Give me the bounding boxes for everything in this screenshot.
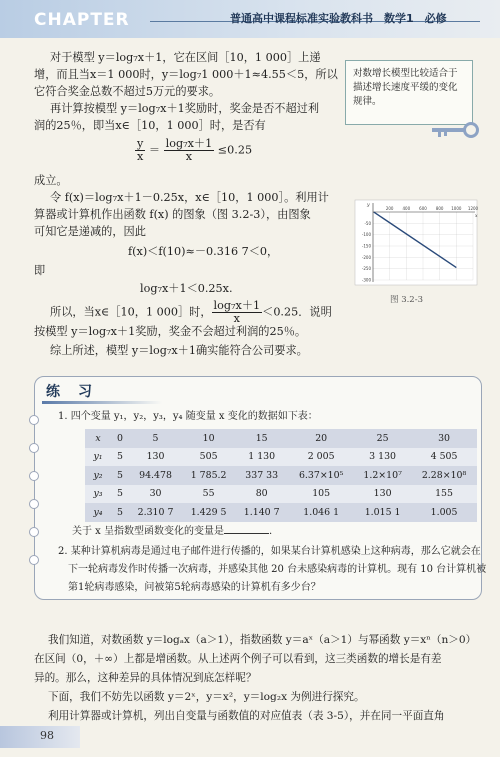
paragraph-line: 在区间（0，＋∞）上都是增函数。从上述两个例子可以看到，这三类函数的增长是有差 [34,653,442,665]
table-cell: 15 [235,429,288,448]
table-cell: 5 [111,466,129,485]
chapter-label: CHAPTER [34,10,130,30]
x-tick-label: 600 [419,206,427,211]
x-tick-label: 800 [435,206,444,211]
paragraph-line: 增，而且当x＝1 000时，y＝log₇1 000＋1≈4.55＜5，所以 [34,68,338,81]
table-cell: x [85,429,111,448]
y-tick-label: -250 [361,266,371,272]
table-cell: 30 [411,429,477,448]
exercise-question-1-tail: 关于 x 呈指数型函数变化的变量是 . [72,523,272,540]
table-cell: 130 [354,485,411,504]
table-cell: 105 [288,485,354,504]
table-cell: 80 [235,485,288,504]
table-cell: 10 [182,429,235,448]
table-cell: 5 [111,485,129,504]
table-cell: 5 [111,503,129,522]
table-row [85,485,477,504]
binder-ring [29,527,39,537]
paragraph-line: 它符合奖金总数不超过5万元的要求。 [34,85,221,98]
exercise-question-2-line: 第1轮病毒感染，问被第5轮病毒感染的计算机有多少台？ [68,582,321,593]
y-tick-label: -200 [361,254,371,260]
paragraph-line: 对于模型 y＝log₇x＋1，它在区间［10，1 000］上递 [50,51,321,64]
table-row [85,466,477,485]
table-cell: 30 [129,485,182,504]
x-tick-label: 400 [402,206,411,211]
table-cell: y₂ [85,466,111,485]
paragraph-line: 综上所述，模型 y＝log₇x＋1确实能符合公司要求。 [50,344,308,357]
x-axis-label: x [475,214,478,219]
table-cell: 6.37×10⁵ [288,466,354,485]
table-cell: 94.478 [129,466,182,485]
inequality-display: $\frac{y}{x}$ ＝ $\frac{\text{log₇x＋1}}{x}$ ≤0.25 [137,137,253,163]
paragraph-line: 令 f(x)＝log₇x＋1－0.25x，x∈［10，1 000］。利用计 [50,191,329,204]
table-cell: 55 [182,485,235,504]
function-graph [355,200,477,285]
figure-caption: 图 3.2-3 [390,295,423,305]
formula-line: log₇x＋1＜0.25x. [140,282,233,295]
table-cell: 1.005 [411,503,477,522]
table-cell: 1 785.2 [182,466,235,485]
y-tick-label: -300 [361,277,371,283]
table-cell: 505 [182,448,235,467]
paragraph-line: 可知它是递减的，因此 [34,225,146,238]
table-cell: 1.429 5 [182,503,235,522]
binder-ring [29,471,39,481]
y-tick-label: -50 [364,220,371,226]
table-cell: 337 33 [235,466,288,485]
book-title: 普通高中课程标准实验教科书 数学1 必修 [230,12,447,25]
exercise-title: 练 习 [46,384,94,400]
table-cell: 2.28×10⁸ [411,466,477,485]
paragraph-line: 即 [34,264,46,277]
table-cell: 5 [129,429,182,448]
paragraph-line: 按模型 y＝log₇x＋1奖励，奖金不会超过利润的25％。 [34,325,307,338]
y-axis-label: y [367,203,370,208]
table-row [85,429,477,448]
table-cell: 1 130 [235,448,288,467]
binder-ring [29,443,39,453]
table-cell: 25 [354,429,411,448]
table-cell: 1.015 1 [354,503,411,522]
table-cell: 5 [111,448,129,467]
binder-ring [29,415,39,425]
y-tick-label: -100 [361,232,371,238]
table-cell: 1.140 7 [235,503,288,522]
data-table [85,429,477,522]
binder-ring [29,499,39,509]
table-cell: y₁ [85,448,111,467]
table-cell: 155 [411,485,477,504]
table-cell: 2.310 7 [129,503,182,522]
table-row [85,503,477,522]
y-tick-label: -150 [361,243,371,249]
x-tick-label: 1000 [451,206,462,211]
page-number: 98 [40,729,54,742]
paragraph-line: 下面，我们不妨先以函数 y＝2ˣ，y＝x²，y＝log₂x 为例进行探究。 [48,691,365,703]
key-icon [430,122,480,138]
exercise-question-2-line: 2. 某种计算机病毒是通过电子邮件进行传播的，如果某台计算机感染上这种病毒，那么它就会在 [58,546,481,557]
table-cell: 0 [111,429,129,448]
exercise-question-2-line: 下一轮病毒发作时传播一次病毒，并感染其他 20 台未感染病毒的计算机。现有 10 台计算机被 [68,564,487,575]
table-row [85,448,477,467]
paragraph-line: 利用计算器或计算机，列出自变量与函数值的对应值表（表 3-5），并在同一平面直角 [48,710,445,722]
paragraph-line: 异的。那么，这种差异的具体情况到底怎样呢？ [34,672,257,684]
x-tick-label: 200 [385,206,394,211]
table-cell: 20 [288,429,354,448]
binder-ring [29,555,39,565]
table-cell: 1.046 1 [288,503,354,522]
answer-blank [224,523,269,534]
formula-line: f(x)＜f(10)≈－0.316 7＜0， [128,245,279,258]
paragraph-line: 润的25％，即当x∈［10，1 000］时，是否有 [34,119,266,132]
margin-note: 对数增长模型比较适合于描述增长速度平缓的变化规律。 [345,60,473,125]
paragraph-line: 算器或计算机作出函数 f(x) 的图象（图 3.2-3），由图象 [34,208,311,221]
table-cell: 130 [129,448,182,467]
x-tick-label: 1200 [467,206,479,211]
table-cell: 4 505 [411,448,477,467]
table-cell: 2 005 [288,448,354,467]
table-cell: 3 130 [354,448,411,467]
table-cell: 1.2×10⁷ [354,466,411,485]
table-cell: y₃ [85,485,111,504]
paragraph-line: 成立。 [34,174,68,187]
exercise-question-1: 1. 四个变量 y₁，y₂，y₃，y₄ 随变量 x 变化的数据如下表： [58,411,318,422]
paragraph-line: 再计算按模型 y＝log₇x＋1奖励时，奖金是否不超过利 [50,102,320,115]
paragraph-line: 我们知道，对数函数 y＝logₐx（a＞1），指数函数 y＝aˣ（a＞1）与幂函数 y＝xⁿ（n＞0） [48,634,477,646]
paragraph-line: 所以，当x∈［10，1 000］时， $\frac{\text{log₇x＋1}}{x}$ ＜0.25．说明 [50,299,332,325]
exercise-title-underline [42,401,162,404]
table-cell: y₄ [85,503,111,522]
